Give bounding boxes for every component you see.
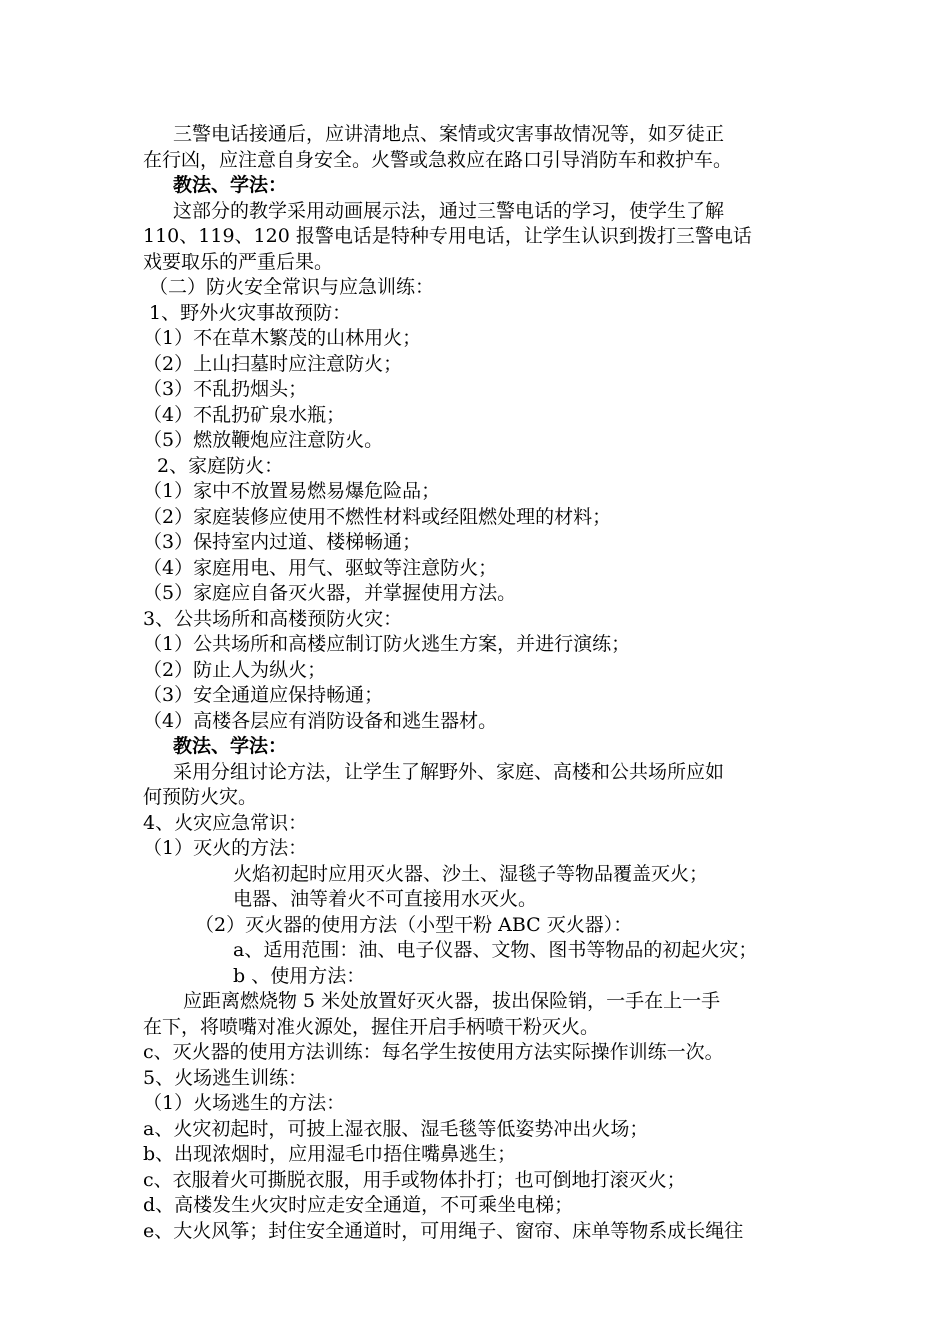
list-item: （4）不乱扔矿泉水瓶； [143,403,346,426]
paragraph-line: 火焰初起时应用灭火器、沙土、湿毯子等物品覆盖灭火； [233,862,709,885]
paragraph-line: 戏要取乐的严重后果。 [143,250,334,273]
list-item: （5）燃放鞭炮应注意防火。 [143,429,384,451]
paragraph-line: 这部分的教学采用动画展示法，通过三警电话的学习，使学生了解 [173,199,725,222]
subsection-heading: 3、公共场所和高楼预防火灾： [143,607,403,630]
list-item: （3）不乱扔烟头； [143,378,308,400]
list-item: （2）灭火器的使用方法（小型干粉 ABC 灭火器）： [195,913,633,936]
document-body [143,122,823,1244]
paragraph-line: 应距离燃烧物 5 米处放置好灭火器，拔出保险销，一手在上一手 [183,990,721,1012]
paragraph-line: 采用分组讨论方法，让学生了解野外、家庭、高楼和公共场所应如 [173,760,725,783]
list-item: （1）灭火的方法： [143,837,308,859]
paragraph-line: 何预防火灾。 [143,786,258,808]
list-item: e、大火风筝；封住安全通道时，可用绳子、窗帘、床单等物系成长绳往 [143,1219,744,1242]
section-heading: 教法、学法： [173,735,288,757]
list-item: （2）防止人为纵火； [143,658,327,681]
list-item: d、高楼发生火灾时应走安全通道，不可乘坐电梯； [143,1194,574,1216]
subsection-heading: 1、野外火灾事故预防： [149,301,352,324]
list-item: （2）家庭装修应使用不燃性材料或经阻燃处理的材料； [143,505,612,528]
subsection-heading: 2、家庭防火： [157,454,284,477]
list-item: b、出现浓烟时，应用湿毛巾捂住嘴鼻逃生； [143,1143,517,1165]
list-item: （3）安全通道应保持畅通； [143,684,384,706]
subsection-heading: 5、火场逃生训练： [143,1066,308,1089]
subsection-heading: 4、火灾应急常识： [143,811,308,834]
paragraph-line: 电器、油等着火不可直接用水灭火。 [233,888,538,910]
paragraph-line: 三警电话接通后，应讲清地点、案情或灾害事故情况等，如歹徒正 [173,123,725,145]
list-item: （1）公共场所和高楼应制订防火逃生方案，并进行演练； [143,633,631,655]
section-heading: 教法、学法： [173,174,288,196]
list-item: c、衣服着火可撕脱衣服，用手或物体扑打；也可倒地打滚灭火； [143,1168,686,1191]
list-item: a、适用范围：油、电子仪器、文物、图书等物品的初起火灾； [233,939,758,961]
list-item: （4）高楼各层应有消防设备和逃生器材。 [143,709,498,732]
paragraph-line: 在下，将喷嘴对准火源处，握住开启手柄喷干粉灭火。 [143,1015,600,1038]
list-item: a、火灾初起时，可披上湿衣服、湿毛毯等低姿势冲出火场； [143,1117,649,1140]
list-item: c、灭火器的使用方法训练：每名学生按使用方法实际操作训练一次。 [143,1041,724,1063]
list-item: （2）上山扫墓时应注意防火； [143,352,403,375]
paragraph-line: 在行凶，应注意自身安全。火警或急救应在路口引导消防车和救护车。 [143,148,733,171]
list-item: （5）家庭应自备灭火器，并掌握使用方法。 [143,582,517,604]
list-item: （1）火场逃生的方法： [143,1092,346,1114]
list-item: （1）家中不放置易燃易爆危险品； [143,480,441,502]
section-heading: （二）防火安全常识与应急训练： [149,276,435,298]
list-item: （4）家庭用电、用气、驱蚊等注意防火； [143,556,498,579]
list-item: （3）保持室内过道、楼梯畅通； [143,531,422,553]
paragraph-line: 110、119、120 报警电话是特种专用电话，让学生认识到拨打三警电话 [143,225,752,247]
list-item: b 、使用方法： [233,964,366,987]
list-item: （1）不在草木繁茂的山林用火； [143,327,422,349]
